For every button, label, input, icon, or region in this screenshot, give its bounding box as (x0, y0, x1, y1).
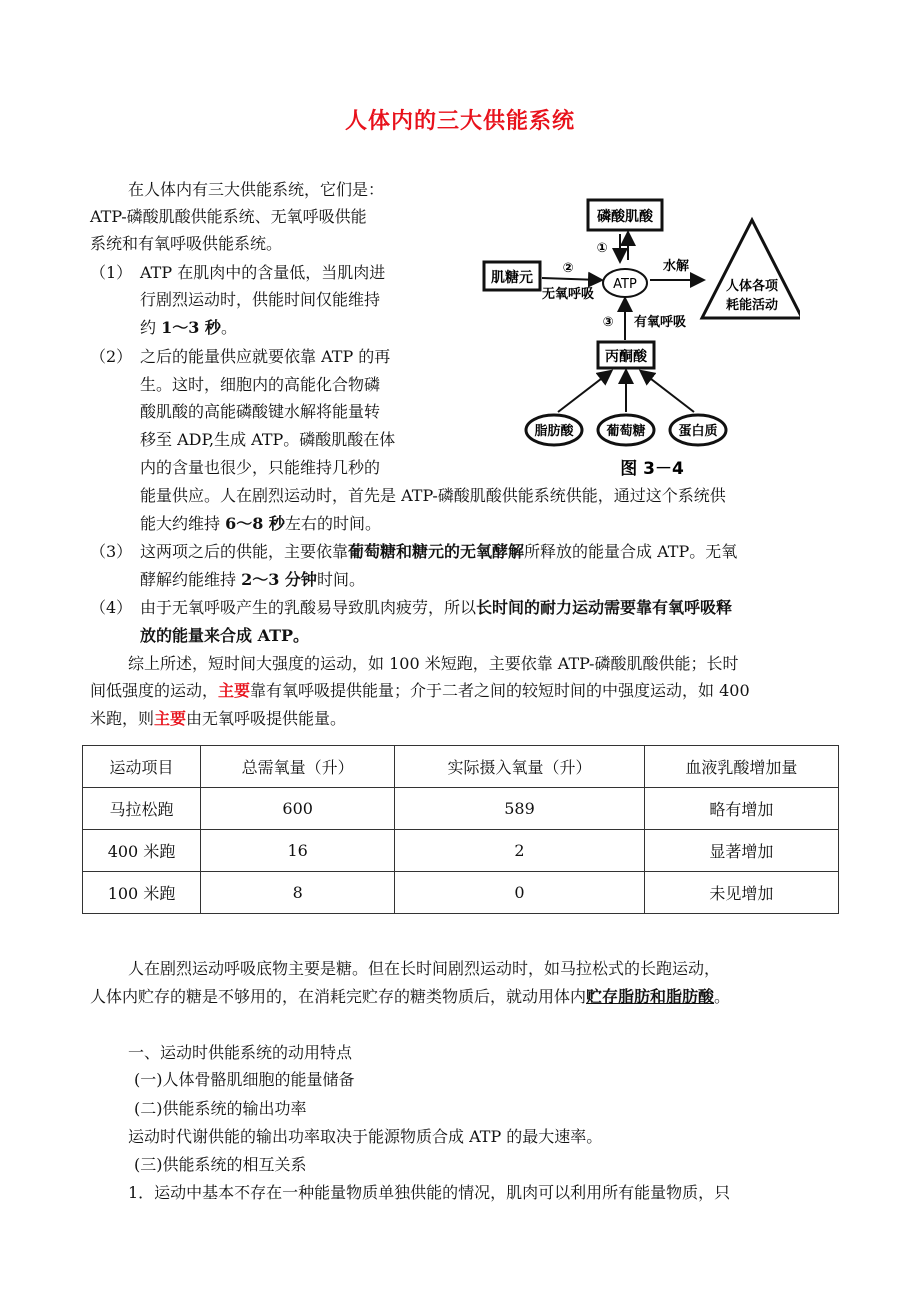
table-header-row (83, 746, 839, 788)
item-1-line-a: ATP 在肌肉中的含量低，当肌肉进 (140, 263, 386, 282)
table-row (83, 872, 839, 914)
table-cell: 600 (201, 788, 395, 830)
pyruvate-label: 丙酮酸 (605, 349, 647, 365)
item-2-line-f: 能量供应。人在剧烈运动时，首先是 ATP-磷酸肌酸供能系统供能，通过这个系统供 (140, 486, 726, 505)
item-2-line-c: 酸肌酸的高能磷酸键水解将能量转 (140, 402, 381, 421)
intro-line-2: ATP-磷酸肌酸供能系统、无氧呼吸供能 (90, 207, 367, 226)
table-cell: 0 (395, 872, 644, 914)
table-cell: 马拉松跑 (83, 788, 201, 830)
table-cell: 400 米跑 (83, 830, 201, 872)
table-row (83, 830, 839, 872)
item-4-number: （4） (90, 598, 133, 617)
step-2-marker: ② (562, 261, 574, 276)
intro-line-1: 在人体内有三大供能系统，它们是： (128, 180, 385, 199)
hydrolysis-label: 水解 (662, 259, 690, 274)
item-1-line-c: 约 1～3 秒。 (140, 318, 237, 337)
item-3-line-b: 酵解约能维持 2～3 分钟时间。 (140, 570, 365, 589)
table-cell: 589 (395, 788, 644, 830)
table-row (83, 788, 839, 830)
after-line-2: 人体内贮存的糖是不够用的，在消耗完贮存的糖类物质后，就动用体内贮存脂肪和脂肪酸。 (90, 987, 731, 1006)
item-1-line-b: 行剧烈运动时，供能时间仅能维持 (140, 290, 381, 309)
step-3-marker: ③ (602, 315, 614, 330)
activity-label-2: 耗能活动 (725, 298, 779, 313)
outline-item-1: 1．运动中基本不存在一种能量物质单独供能的情况，肌肉可以利用所有能量物质，只 (128, 1183, 731, 1202)
summary-line-2: 间低强度的运动，主要靠有氧呼吸提供能量；介于二者之间的较短时间的中强度运动，如 400 (90, 681, 750, 700)
item-3-line-a: 这两项之后的供能，主要依靠葡萄糖和糖元的无氧酵解所释放的能量合成 ATP。无氧 (140, 542, 738, 561)
item-1-number: （1） (90, 263, 133, 282)
table-header-cell: 实际摄入氧量（升） (395, 746, 644, 788)
page-title: 人体内的三大供能系统 (344, 109, 575, 134)
glycogen-label: 肌糖元 (491, 270, 533, 286)
table-header-cell: 运动项目 (83, 746, 201, 788)
fat-label: 脂肪酸 (534, 424, 574, 439)
glucose-label: 葡萄糖 (606, 424, 646, 439)
item-3-number: （3） (90, 542, 133, 561)
energy-diagram (480, 190, 800, 490)
activity-label-1: 人体各项 (725, 279, 779, 294)
item-2-number: （2） (90, 347, 133, 366)
aerobic-label: 有氧呼吸 (633, 315, 687, 330)
summary-line-3: 米跑，则主要由无氧呼吸提供能量。 (90, 709, 347, 728)
item-2-line-b: 生。这时，细胞内的高能化合物磷 (140, 375, 381, 394)
outline-sub-2-text: 运动时代谢供能的输出功率取决于能源物质合成 ATP 的最大速率。 (128, 1127, 603, 1146)
outline-sub-1: (一)人体骨骼肌细胞的能量储备 (134, 1070, 355, 1089)
step-1-marker: ① (596, 241, 608, 256)
table-header-cell: 血液乳酸增加量 (644, 746, 838, 788)
anaerobic-label: 无氧呼吸 (541, 287, 595, 302)
item-2-line-g: 能大约维持 6～8 秒左右的时间。 (140, 514, 381, 533)
outline-heading-1: 一、运动时供能系统的动用特点 (128, 1043, 353, 1062)
table-cell: 100 米跑 (83, 872, 201, 914)
protein-label: 蛋白质 (678, 424, 718, 439)
item-4-line-b: 放的能量来合成 ATP。 (140, 626, 310, 645)
table-cell: 略有增加 (644, 788, 838, 830)
intro-line-3: 系统和有氧呼吸供能系统。 (90, 234, 283, 253)
table-cell: 16 (201, 830, 395, 872)
table-cell: 显著增加 (644, 830, 838, 872)
item-2-line-d: 移至 ADP,生成 ATP。磷酸肌酸在体 (140, 430, 396, 449)
after-line-1: 人在剧烈运动呼吸底物主要是糖。但在长时间剧烈运动时，如马拉松式的长跑运动， (128, 959, 721, 978)
energy-table (82, 745, 839, 914)
item-2-line-e: 内的含量也很少，只能维持几秒的 (140, 458, 381, 477)
figure-caption: 图 3－4 (620, 459, 684, 479)
outline-sub-3: (三)供能系统的相互关系 (134, 1155, 307, 1174)
table-cell: 2 (395, 830, 644, 872)
outline-sub-2: (二)供能系统的输出功率 (134, 1099, 307, 1118)
summary-line-1: 综上所述，短时间大强度的运动，如 100 米短跑，主要依靠 ATP-磷酸肌酸供能；长时 (128, 654, 739, 673)
table-header-cell: 总需氧量（升） (201, 746, 395, 788)
table-cell: 未见增加 (644, 872, 838, 914)
table-cell: 8 (201, 872, 395, 914)
atp-label: ATP (613, 277, 637, 292)
item-2-line-a: 之后的能量供应就要依靠 ATP 的再 (140, 347, 391, 366)
phosphocreatine-label: 磷酸肌酸 (597, 209, 653, 225)
item-4-line-a: 由于无氧呼吸产生的乳酸易导致肌肉疲劳，所以长时间的耐力运动需要靠有氧呼吸释 (140, 598, 733, 617)
